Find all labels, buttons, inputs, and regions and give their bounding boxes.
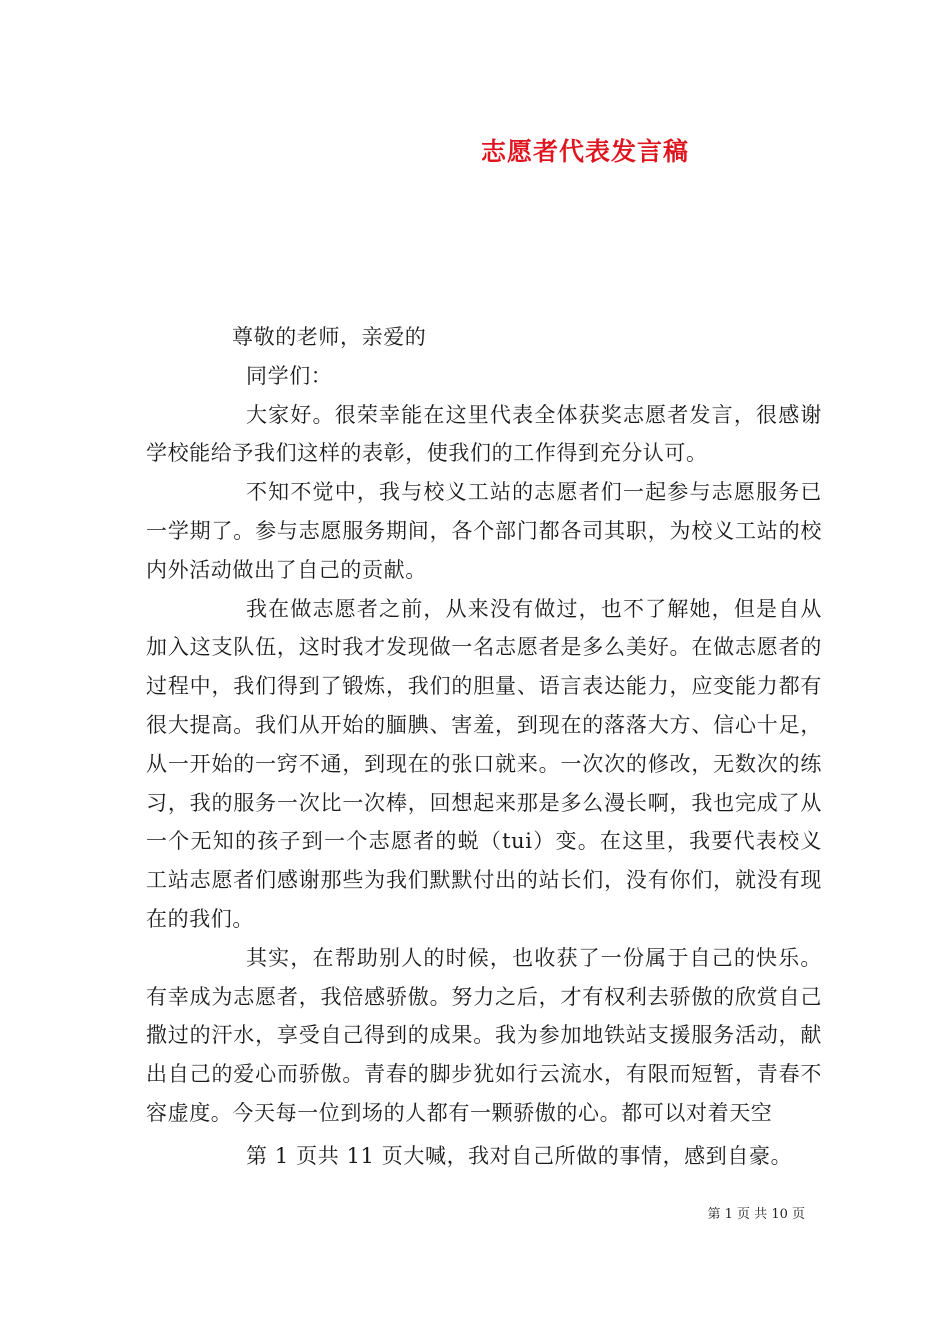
- greeting-line-1: 尊敬的老师，亲爱的: [232, 325, 427, 349]
- paragraph-2: 不知不觉中，我与校义工站的志愿者们一起参与志愿服务已一学期了。参与志愿服务期间，各个部门都各司其职，为校义工站的校内外活动做出了自己的贡献。: [146, 480, 822, 582]
- page-number-footer: 第 1 页 共 10 页: [707, 1207, 805, 1222]
- document-body: [146, 318, 822, 1176]
- paragraph-4: 其实，在帮助别人的时候，也收获了一份属于自己的快乐。有幸成为志愿者，我倍感骄傲。努力之后，才有权利去骄傲的欣赏自己撒过的汗水，享受自己得到的成果。我为参加地铁站支援服务活动，献出自己的爱心而骄傲。青春的脚步犹如行云流水，有限而短暂，青春不容虚度。今天每一位到场的人都有一颗骄傲的心。都可以对着天空: [146, 945, 822, 1125]
- document-title: 志愿者代表发言稿: [480, 137, 689, 166]
- paragraph-3: 我在做志愿者之前，从来没有做过，也不了解她，但是自从加入这支队伍，这时我才发现做一名志愿者是多么美好。在做志愿者的过程中，我们得到了锻炼，我们的胆量、语言表达能力，应变能力都有很大提高。我们从开始的腼腆、害羞，到现在的落落大方、信心十足，从一开始的一窍不通，到现在的张口就来。一次次的修改，无数次的练习，我的服务一次比一次棒，回想起来那是多么漫长啊，我也完成了从一个无知的孩子到一个志愿者的蜕（tui）变。在这里，我要代表校义工站志愿者们感谢那些为我们默默付出的站长们，没有你们，就没有现在的我们。: [146, 596, 822, 931]
- paragraph-1: 大家好。很荣幸能在这里代表全体获奖志愿者发言，很感谢学校能给予我们这样的表彰，使我们的工作得到充分认可。: [146, 402, 822, 466]
- greeting-line-2: 同学们：: [246, 363, 333, 388]
- continued-line: 第 1 页共 11 页大喊，我对自己所做的事情，感到自豪。: [246, 1143, 793, 1168]
